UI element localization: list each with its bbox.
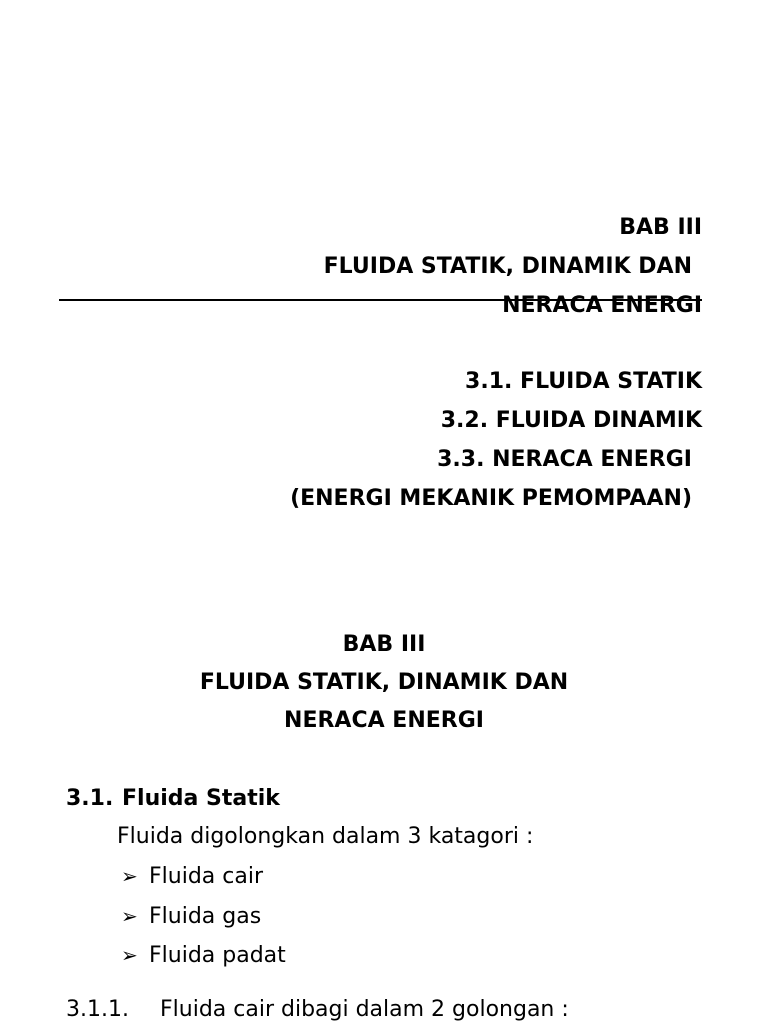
list-item-text: Fluida cair <box>149 864 263 889</box>
cover-title <box>324 208 702 325</box>
arrowhead-bullet-icon: ➢ <box>121 903 138 928</box>
list-item <box>121 897 286 937</box>
list-item <box>121 857 286 897</box>
cover-title-line-1: BAB III <box>619 215 702 240</box>
cover-contents <box>290 362 702 518</box>
section-title: Fluida Statik <box>122 786 280 811</box>
subsection-heading <box>66 993 569 1027</box>
toc-item-3-3: 3.3. NERACA ENERGI <box>437 447 692 472</box>
arrowhead-bullet-icon: ➢ <box>121 943 138 967</box>
cover-title-line-2: FLUIDA STATIK, DINAMIK DAN <box>323 254 692 279</box>
arrowhead-bullet-icon: ➢ <box>121 864 138 888</box>
subsection-text: Fluida cair dibagi dalam 2 golongan : <box>160 997 569 1022</box>
toc-item-3-2: 3.2. FLUIDA DINAMIK <box>440 408 702 433</box>
cover-title-line-3: NERACA ENERGI <box>502 293 702 318</box>
list-item-text: Fluida padat <box>149 943 286 968</box>
toc-item-3-3-subtitle: (ENERGI MEKANIK PEMOMPAAN) <box>290 486 692 511</box>
horizontal-rule <box>59 299 702 301</box>
chapter-title <box>0 626 768 740</box>
subsection-number: 3.1.1. <box>66 997 129 1022</box>
section-number: 3.1. <box>66 786 114 811</box>
section-intro: Fluida digolongkan dalam 3 katagori : <box>117 824 534 849</box>
list-item-text: Fluida gas <box>149 903 262 929</box>
bullet-list <box>121 857 286 976</box>
section-heading <box>66 782 280 816</box>
list-item <box>121 936 286 976</box>
chapter-title-line-3: NERACA ENERGI <box>284 708 484 733</box>
chapter-title-line-1: BAB III <box>342 632 426 657</box>
toc-item-3-1: 3.1. FLUIDA STATIK <box>465 369 702 394</box>
chapter-title-line-2: FLUIDA STATIK, DINAMIK DAN <box>199 670 569 695</box>
